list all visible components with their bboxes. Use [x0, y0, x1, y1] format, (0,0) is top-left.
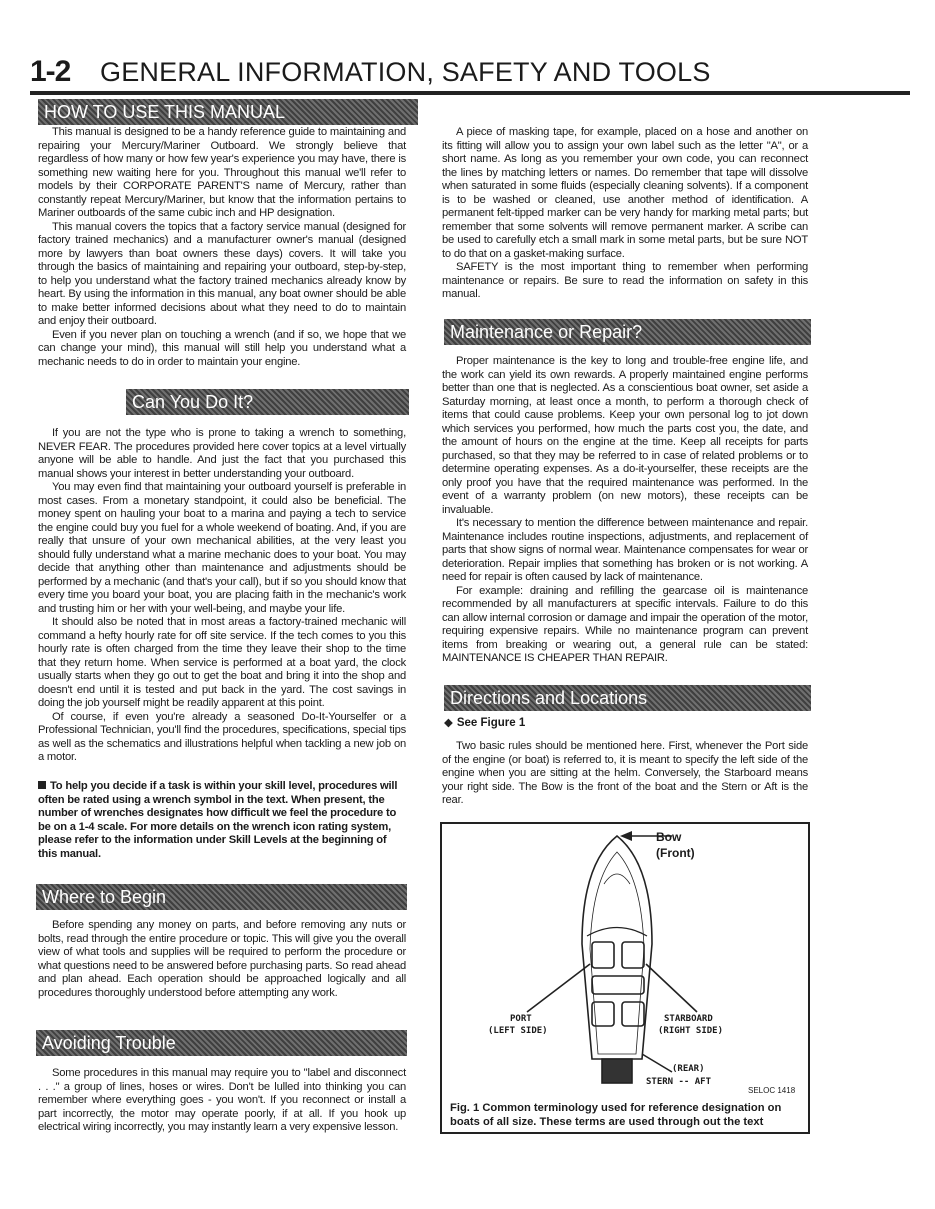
windshield: [587, 928, 647, 937]
header-rule: [30, 91, 910, 95]
see-figure-ref: [444, 715, 525, 729]
bow-rail: [604, 874, 630, 884]
bench-seat: [592, 976, 644, 994]
avoiding-body: [38, 1067, 406, 1135]
paragraph: SAFETY is the most important thing to remember when performing maintenance or repairs. Be sure to read the information on safety in this manual.: [442, 261, 808, 300]
paragraph: You may even find that maintaining your outboard yourself is preferable in most cases. From a monetary standpoint, it could also be beneficial. The money spent on hauling your boat to a marina and paying a tech to service the engine could buy you fuel for a whole weekend of boating. And, if you are really that unsure of your own mechanical abilities, at the very least you should fully understand what a marine mechanic does to your boat. You may decide that anything other than maintenance and adjustments should be performed by a mechanic (and that's your call), but if so you should know that every time you board your boat, you are placing faith in the mechanic's work and trusting him or her with your well-being, and maybe your life.: [38, 481, 406, 615]
where-begin-body: [38, 919, 406, 1000]
paragraph: Of course, if even you're already a seasoned Do-It-Yourselfer or a Professional Technician, you'll find the procedures, specifications, special tips as well as the schematics and illustrations helpful when tackling a new job on a motor.: [38, 710, 406, 763]
section-maintenance-or-repair: Maintenance or Repair?: [444, 319, 811, 345]
seat-starboard: [622, 942, 644, 968]
label-starboard: STARBOARD: [664, 1014, 713, 1024]
paragraph: Two basic rules should be mentioned here. First, whenever the Port side of the engine (or boat) is referred to, it is meant to specify the left side of the engine when you are sitting at the helm. Conversely, the Starboard means your right side. The Bow is the front of the boat and the Stern or Aft is the rear.: [442, 740, 808, 806]
paragraph: Proper maintenance is the key to long and trouble-free engine life, and the work can yield its own rewards. A properly maintained engine performs better than one that is neglected. As a conscientious boat owner, set aside a Saturday morning, at least once a month, to perform a thorough check of items that could cause problems. Keep your own personal log to jot down which services you performed, how much the parts cost you, the date, and the amount of hours on the engine at the time. Keep all receipts for parts purchased, so that they may be referred to in case of related problems or to determine operating expenses. As a do-it-yourselfer, these receipts are the only proof you have that the required maintenance was performed. In the event of a warranty problem (on new motors), these receipts can be invaluable.: [442, 355, 808, 516]
section-how-to-use: HOW TO USE THIS MANUAL: [38, 99, 418, 125]
figure-code: SELOC 1418: [748, 1086, 796, 1095]
paragraph: Even if you never plan on touching a wrench (and if so, we hope that we can change your mind), this manual will still help you understand what a mechanic needs to do in order to maintain your engine.: [38, 328, 406, 368]
label-rear: (REAR): [672, 1064, 705, 1074]
label-left-side: (LEFT SIDE): [488, 1026, 548, 1036]
paragraph: It should also be noted that in most areas a factory-trained mechanic will command a hefty hourly rate for off site service. If the tech comes to you this hourly rate is often charged from the time they leave their shop to the time that they return home. When service is performed at a boat yard, the clock usually starts when they go out to get the boat and bring it into the shop and doesn't end until it is tested and put back in the yard. The cost savings in doing the job yourself might be readily apparent at this point.: [38, 616, 406, 709]
paragraph: A piece of masking tape, for example, placed on a hose and another on its fitting will allow you to assign your own label such as the letter "A", or a short name. As long as you remember your own code, you can reconnect the lines by matching letters or names. Do remember that tape will dissolve when saturated in some fluids (especially cleaning solvents). If a component is to be washed or cleaned, use another method of identification. A permanent felt-tipped marker can be very handy for marking metal parts; but remember that some solvents will remove permanent marker. A scribe can be used to carefully etch a small mark in some metal parts, but be sure NOT to do that on a gasket-making surface.: [442, 126, 808, 260]
outboard-motor: [602, 1059, 632, 1083]
wrench-note: [38, 780, 398, 861]
figure-caption: Fig. 1 Common terminology used for reference designation on boats of all size. These terms are used through out the text: [450, 1102, 782, 1128]
can-you-body: [38, 427, 406, 765]
tape-body: [442, 126, 808, 302]
page-header: [30, 55, 910, 95]
label-front: (Front): [656, 846, 695, 860]
how-to-use-body: [38, 126, 406, 369]
page-number: 1-2: [30, 55, 71, 88]
paragraph: If you are not the type who is prone to taking a wrench to something, NEVER FEAR. The procedures provided here cover topics at a level virtually anyone will be able to handle. And just the fact that you purchased this manual shows your interest in better understanding your outboard.: [38, 427, 406, 480]
note-text: To help you decide if a task is within your skill level, procedures will often be rated using a wrench symbol in the text. When present, the number of wrenches designates how difficult we feel the procedure to be on a 1-4 scale. For more details on the wrench icon rating system, please refer to the information under Skill Levels at the beginning of this manual.: [38, 780, 398, 860]
section-avoiding-trouble: Avoiding Trouble: [36, 1030, 407, 1056]
seat-port: [592, 942, 614, 968]
page-title: GENERAL INFORMATION, SAFETY AND TOOLS: [100, 57, 711, 87]
directions-body: [442, 740, 808, 808]
paragraph: Some procedures in this manual may require you to "label and disconnect . . ." a group of lines, hoses or wires. Don't be lulled into thinking you can remember where everything goes - you won't. If you reconnect or install a part incorrectly, the motor may operate poorly, if at all. If you hook up electrical wiring incorrectly, you may instantly learn a very expensive lesson.: [38, 1067, 406, 1133]
see-figure-text: See Figure 1: [456, 717, 526, 729]
paragraph: It's necessary to mention the difference between maintenance and repair. Maintenance includes routine inspections, adjustments, and replacement of parts that show signs of normal wear. Maintenance compensates for wear or deterioration. Repair implies that something has broken or is not working. A need for repair is often caused by lack of maintenance.: [442, 517, 808, 583]
rear-seat-starboard: [622, 1002, 644, 1026]
boat-inner-hull: [590, 852, 644, 1054]
label-bow: Bow: [656, 830, 682, 844]
diamond-icon: ◆: [444, 717, 453, 729]
boat-diagram: [442, 824, 808, 1100]
paragraph: For example: draining and refilling the gearcase oil is maintenance recommended by all manufacturers at specific intervals. Failure to do this can allow internal corrosion or damage and impair the operation of the motor, requiring expensive repairs. While no maintenance program can prevent items from breaking or wearing out, a general rule can be stated: MAINTENANCE IS CHEAPER THAN REPAIR.: [442, 584, 808, 664]
figure-1: [440, 822, 810, 1134]
port-arrow: [527, 964, 590, 1012]
paragraph: Before spending any money on parts, and before removing any nuts or bolts, read through the entire procedure or topic. This will give you the overall view of what tools and supplies will be required to perform the procedure or what questions need to be answered before purchasing parts. So read ahead and plan ahead. Each operation should be approached logically and all procedures thoroughly understood before attempting any work.: [38, 919, 406, 999]
label-right-side: (RIGHT SIDE): [658, 1026, 724, 1036]
maintenance-body: [442, 355, 808, 666]
label-stern-aft: STERN -- AFT: [646, 1077, 712, 1087]
section-directions-and-locations: Directions and Locations: [444, 685, 811, 711]
starboard-arrow: [646, 964, 697, 1012]
note-icon: [38, 781, 46, 789]
section-can-you-do-it: Can You Do It?: [126, 389, 409, 415]
label-port: PORT: [510, 1014, 532, 1024]
stern-arrow: [642, 1054, 672, 1072]
paragraph: This manual covers the topics that a factory service manual (designed for factory trained mechanics) and a manufacturer owner's manual (designed more by lawyers than boat owners these days) covers. It will take you through the basics of maintaining and repairing your outboard, step-by-step, to help you understand what the factory trained mechanics already know by heart. By using the information in this manual, any boat owner should be able to make better informed decisions about what they need to do to maintain and enjoy their outboard.: [38, 220, 406, 327]
section-where-to-begin: Where to Begin: [36, 884, 407, 910]
paragraph: This manual is designed to be a handy reference guide to maintaining and repairing your Mercury/Mariner Outboard. We strongly believe that regardless of how many or how few year's experience you may have, there is something new waiting here for you. Throughout this manual we'll refer to models by their CORPORATE PARENT'S name of Mercury, rather than constantly repeat Mercury/Mariner, but know that the information pertains to Mariner outboards of the same cubic inch and HP designation.: [38, 126, 406, 219]
